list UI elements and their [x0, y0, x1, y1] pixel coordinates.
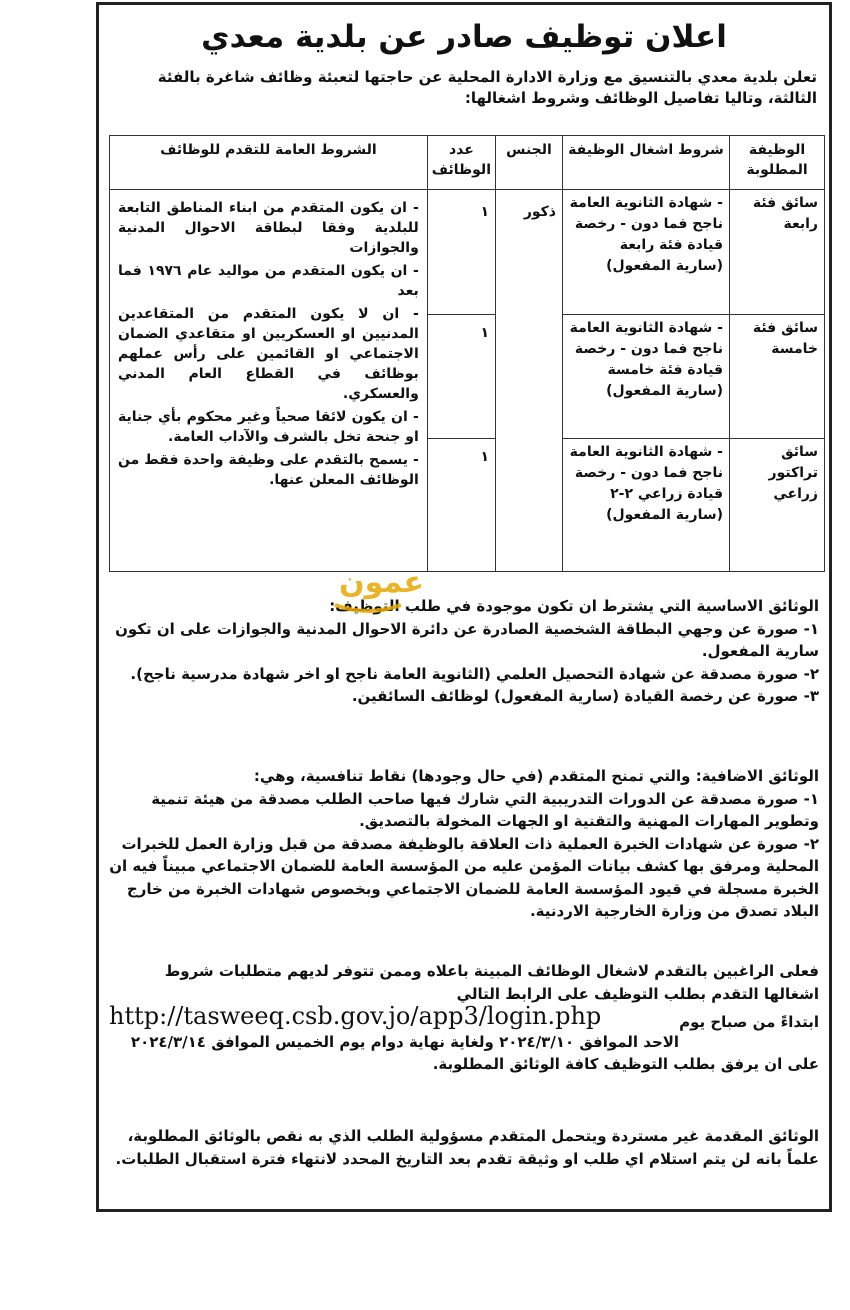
intro-paragraph: تعلن بلدية معدي بالتنسيق مع وزارة الادارة المحلية عن حاجتها لتعبئة وظائف شاغرة بالفئة الثالثة، وتاليا تفاصيل الوظائف وشروط اشغالها: — [157, 68, 817, 107]
watermark-text: عمون — [339, 565, 425, 600]
notice-paragraph: الوثائق المقدمة غير مستردة ويتحمل المتقدم مسؤولية الطلب الذي به نقص بالوثائق المطلوبة، علماً بانه لن يتم استلام اي طلب او وثيقة تقدم بعد التاريخ المحدد لانتهاء فترة استقبال الطلبات. — [115, 1127, 819, 1168]
job-title: سائق تراكتور زراعي — [730, 439, 825, 572]
job-title: سائق فئة خامسة — [730, 315, 825, 439]
condition-item: - يسمح بالتقدم على وظيفة واحدة فقط من الوظائف المعلن عنها. — [118, 452, 419, 488]
condition-item: - ان يكون المتقدم من مواليد عام ١٩٧٦ فما بعد — [118, 263, 419, 299]
header-count: عدد الوظائف — [427, 136, 495, 190]
condition-item: - ان لا يكون المتقدم من المتقاعدين المدنيين او العسكريين او متقاعدي الضمان الاجتماعي او القائمين على رأس عملهم بوظائف في القطاع العام المدني والعسكري. — [118, 306, 419, 402]
announcement-title: اعلان توظيف صادر عن بلدية معدي — [201, 19, 727, 55]
application-instructions — [109, 960, 819, 1076]
watermark-swoosh-icon — [333, 601, 403, 615]
job-requirements: - شهادة الثانوية العامة ناجح فما دون - رخصة قيادة زراعي ٢-٢ (سارية المفعول) — [563, 439, 730, 572]
general-conditions-cell — [110, 190, 428, 572]
condition-item: - ان يكون لائقا صحياً وغير محكوم بأي جناية او جنحة تخل بالشرف والآداب العامة. — [118, 409, 419, 445]
list-item: ٢- صورة عن شهادات الخبرة العملية ذات العلاقة بالوظيفة مصدقة من قبل وزارة العمل للخبرات المحلية ومرفق بها كشف بيانات المؤمن عليه من المؤسسة العامة للضمان الاجتماعي مبيناً فيه ان الخبرة مسجلة في قيود المؤسسة العامة للضمان الاجتماعي وبخصوص شهادات الخبرة من خارج البلاد تصدق من وزارة الخارجية الاردنية. — [109, 834, 819, 920]
condition-item: - ان يكون المتقدم من ابناء المناطق التابعة للبلدية وفقا لبطاقة الاحوال المدنية والجوازات — [118, 200, 419, 256]
list-item: ١- صورة مصدقة عن الدورات التدريبية التي شارك فيها صاحب الطلب مصدقة من هيئة تنمية وتطوير المهارات المهنية والتقنية او الجهات المخولة بالتصديق. — [151, 789, 819, 830]
job-count: ١ — [427, 315, 495, 439]
job-title: سائق فئة رابعة — [730, 190, 825, 315]
job-requirements: - شهادة الثانوية العامة ناجح فما دون - رخصة قيادة فئة رابعة (سارية المفعول) — [563, 190, 730, 315]
table-header-row — [110, 136, 825, 190]
table-row — [110, 190, 825, 315]
gender-cell: ذكور — [496, 190, 563, 572]
start-text: ابتداءً من صباح يوم — [679, 1013, 819, 1031]
job-count: ١ — [427, 439, 495, 572]
apply-text: فعلى الراغبين بالتقدم لاشغال الوظائف المبينة باعلاه وممن تتوفر لديهم متطلبات شروط اشغالها التقدم بطلب التوظيف على الرابط التالي — [164, 962, 819, 1003]
required-documents — [109, 595, 819, 708]
additional-documents — [109, 765, 819, 923]
apply-dates: الاحد الموافق ٢٠٢٤/٣/١٠ ولغاية نهاية دوام يوم الخميس الموافق ٢٠٢٤/٣/١٤ على ان يرفق بطلب التوظيف كافة الوثائق المطلوبة. — [130, 1032, 819, 1073]
header-gender: الجنس — [496, 136, 563, 190]
job-requirements: - شهادة الثانوية العامة ناجح فما دون - رخصة قيادة فئة خامسة (سارية المفعول) — [563, 315, 730, 439]
announcement-frame — [96, 2, 832, 1212]
jobs-table — [109, 135, 825, 572]
header-job: الوظيفة المطلوبة — [730, 136, 825, 190]
header-general-conditions: الشروط العامة للتقدم للوظائف — [110, 136, 428, 190]
job-count: ١ — [427, 190, 495, 315]
list-item: ١- صورة عن وجهي البطاقة الشخصية الصادرة عن دائرة الاحوال المدنية والجوازات على ان تكون سارية المفعول. — [115, 619, 819, 660]
list-item: ٢- صورة مصدقة عن شهادة التحصيل العلمي (الثانوية العامة ناجح او اخر شهادة مدرسية ناجح). — [130, 664, 819, 683]
watermark-logo — [339, 565, 424, 600]
section-heading: الوثائق الاضافية: والتي تمنح المتقدم (في حال وجودها) نقاط تنافسية، وهي: — [253, 767, 819, 785]
url-line — [109, 1002, 819, 1031]
header-requirements: شروط اشغال الوظيفة — [563, 136, 730, 190]
application-link[interactable]: http://tasweeq.csb.gov.jo/app3/login.php — [109, 1002, 602, 1030]
section-heading: الوثائق الاساسية التي يشترط ان تكون موجودة في طلب التوظيف: — [329, 597, 819, 615]
list-item: ٣- صورة عن رخصة القيادة (سارية المفعول) لوظائف السائقين. — [351, 687, 819, 705]
